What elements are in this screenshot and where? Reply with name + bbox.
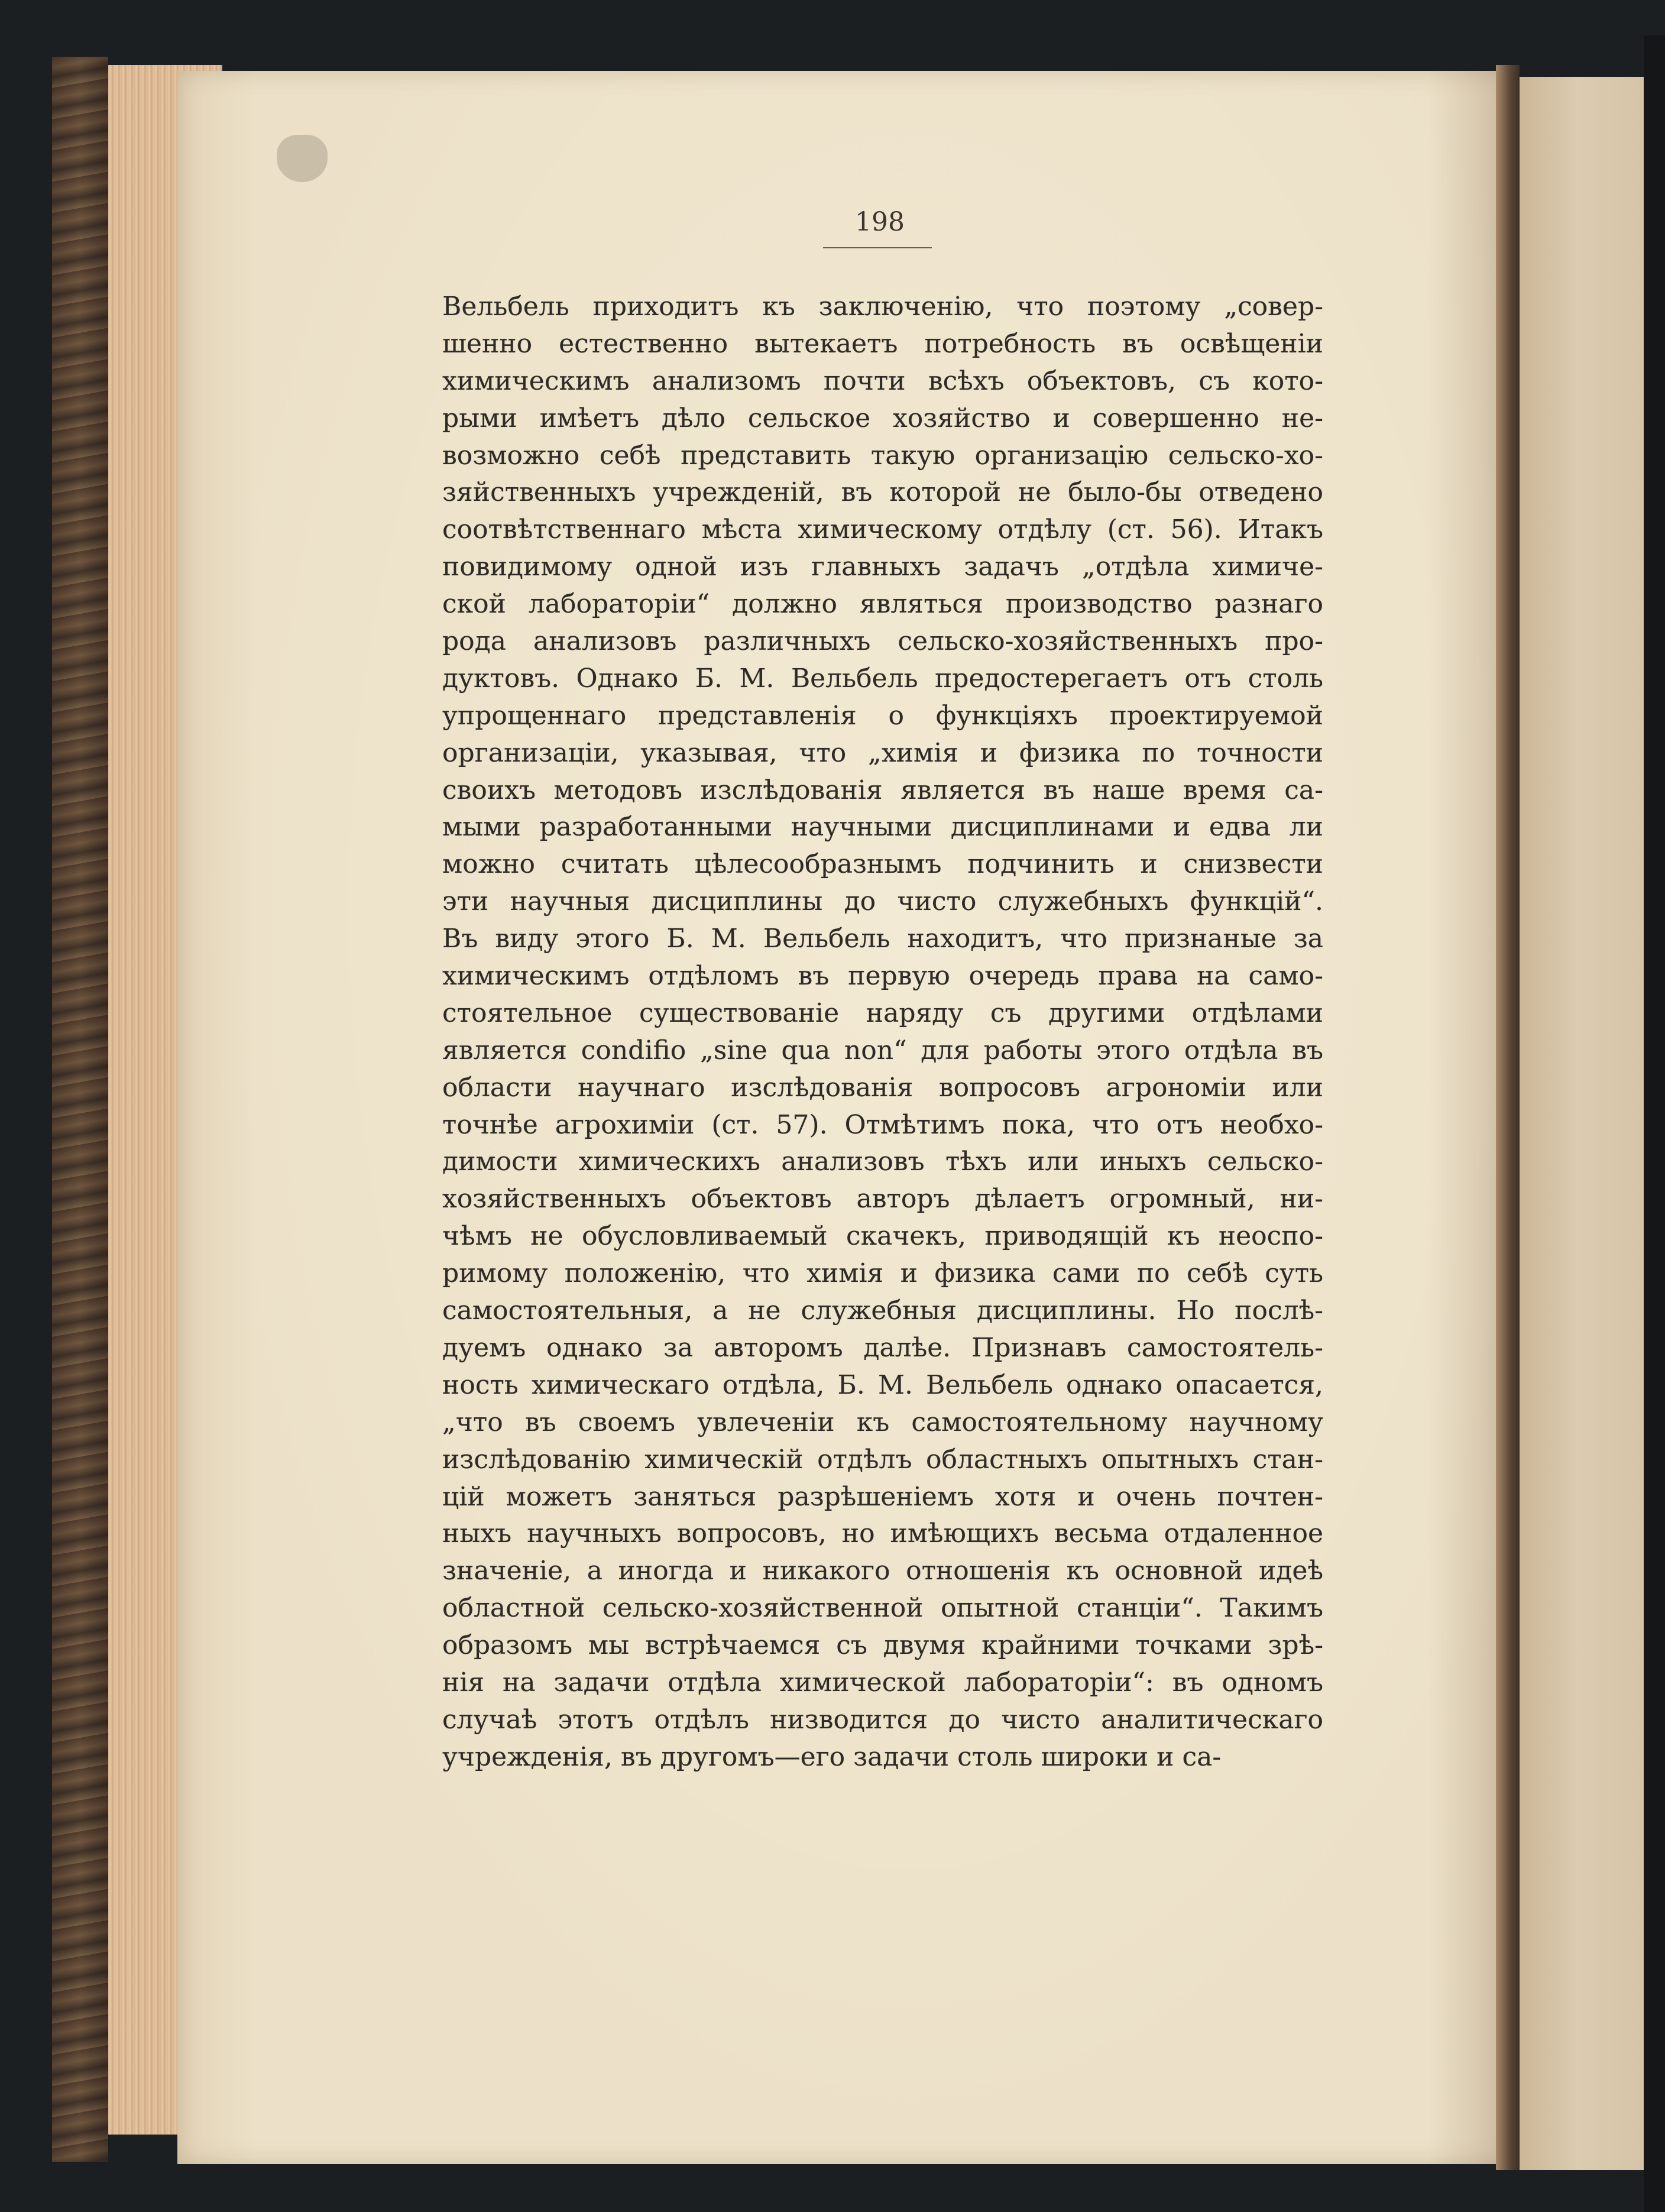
text-line: изслѣдованію химическій отдѣлъ областныхъ опытныхъ стан- [442,1444,1323,1475]
text-line: римому положенію, что химія и физика сами по себѣ суть [442,1258,1323,1289]
text-line: дуктовъ. Однако Б. М. Вельбель предостерегаетъ отъ столь [442,663,1323,694]
text-line: самостоятельныя, а не служебныя дисциплины. Но послѣ- [442,1296,1323,1326]
text-line: хозяйственныхъ объектовъ авторъ дѣлаетъ огромный, ни- [442,1184,1323,1215]
text-line: ской лабораторіи“ должно являться производство разнаго [442,589,1323,620]
paper-stain [277,135,328,182]
text-line: значеніе, а иногда и никакого отношенія къ основной идеѣ [442,1556,1323,1586]
text-line: случаѣ этотъ отдѣлъ низводится до чисто аналитическаго [442,1704,1323,1735]
page-number-rule [823,247,932,248]
text-line: зяйственныхъ учрежденій, въ которой не было-бы отведено [442,477,1323,508]
text-line: является condifio „sine qua non“ для работы этого отдѣла въ [442,1035,1323,1065]
text-line: возможно себѣ представить такую организацію сельско-хо- [442,440,1323,471]
marbled-cover-edge [52,57,108,2162]
text-line: дуемъ однако за авторомъ далѣе. Признавъ самостоятель- [442,1332,1323,1363]
text-line: можно считать цѣлесообразнымъ подчинить и снизвести [442,849,1323,880]
text-line: повидимому одной изъ главныхъ задачъ „отдѣла химиче- [442,552,1323,582]
text-line: области научнаго изслѣдованія вопросовъ агрономіи или [442,1072,1323,1103]
book-gutter [1496,65,1520,2170]
text-line: ность химическаго отдѣла, Б. М. Вельбель однако опасается, [442,1369,1323,1400]
text-line: стоятельное существованіе наряду съ другими отдѣлами [442,997,1323,1028]
scan-border [1644,35,1665,2212]
text-line: своихъ методовъ изслѣдованія является въ наше время са- [442,775,1323,805]
text-line: эти научныя дисциплины до чисто служебныхъ функцій“. [442,886,1323,917]
text-line: цій можетъ заняться разрѣшеніемъ хотя и очень почтен- [442,1481,1323,1512]
text-line: организаціи, указывая, что „химія и физика по точности [442,737,1323,768]
text-line: ныхъ научныхъ вопросовъ, но имѣющихъ весьма отдаленное [442,1518,1323,1549]
text-line: „что въ своемъ увлеченіи къ самостоятельному научному [442,1407,1323,1437]
text-line: образомъ мы встрѣчаемся съ двумя крайними точками зрѣ- [442,1630,1323,1661]
text-line: Въ виду этого Б. М. Вельбель находитъ, что признаные за [442,924,1323,954]
page-number: 198 [855,207,905,237]
text-line: соотвѣтственнаго мѣста химическому отдѣлу (ст. 56). Итакъ [442,514,1323,545]
text-line: чѣмъ не обусловливаемый скачекъ, приводящій къ неоспо- [442,1221,1323,1252]
text-line: димости химическихъ анализовъ тѣхъ или иныхъ сельско- [442,1147,1323,1177]
text-line: нія на задачи отдѣла химической лабораторіи“: въ одномъ [442,1667,1323,1698]
text-line: рода анализовъ различныхъ сельско-хозяйственныхъ про- [442,626,1323,657]
text-line: упрощеннаго представленія о функціяхъ проектируемой [442,700,1323,731]
text-line: точнѣе агрохиміи (ст. 57). Отмѣтимъ пока, что отъ необхо- [442,1109,1323,1140]
text-line: Вельбель приходитъ къ заключенію, что поэтому „совер- [442,292,1323,322]
text-line: областной сельско-хозяйственной опытной станціи“. Такимъ [442,1593,1323,1624]
text-line: химическимъ отдѣломъ въ первую очередь права на само- [442,961,1323,992]
body-text [442,289,1323,1776]
text-line: мыми разработанными научными дисциплинами и едва ли [442,812,1323,843]
text-line: учрежденія, въ другомъ—его задачи столь широки и са- [442,1741,1222,1772]
text-line: химическимъ анализомъ почти всѣхъ объектовъ, съ кото- [442,365,1323,396]
text-line: шенно естественно вытекаетъ потребность въ освѣщеніи [442,328,1323,359]
text-line: рыми имѣетъ дѣло сельское хозяйство и совершенно не- [442,403,1323,433]
